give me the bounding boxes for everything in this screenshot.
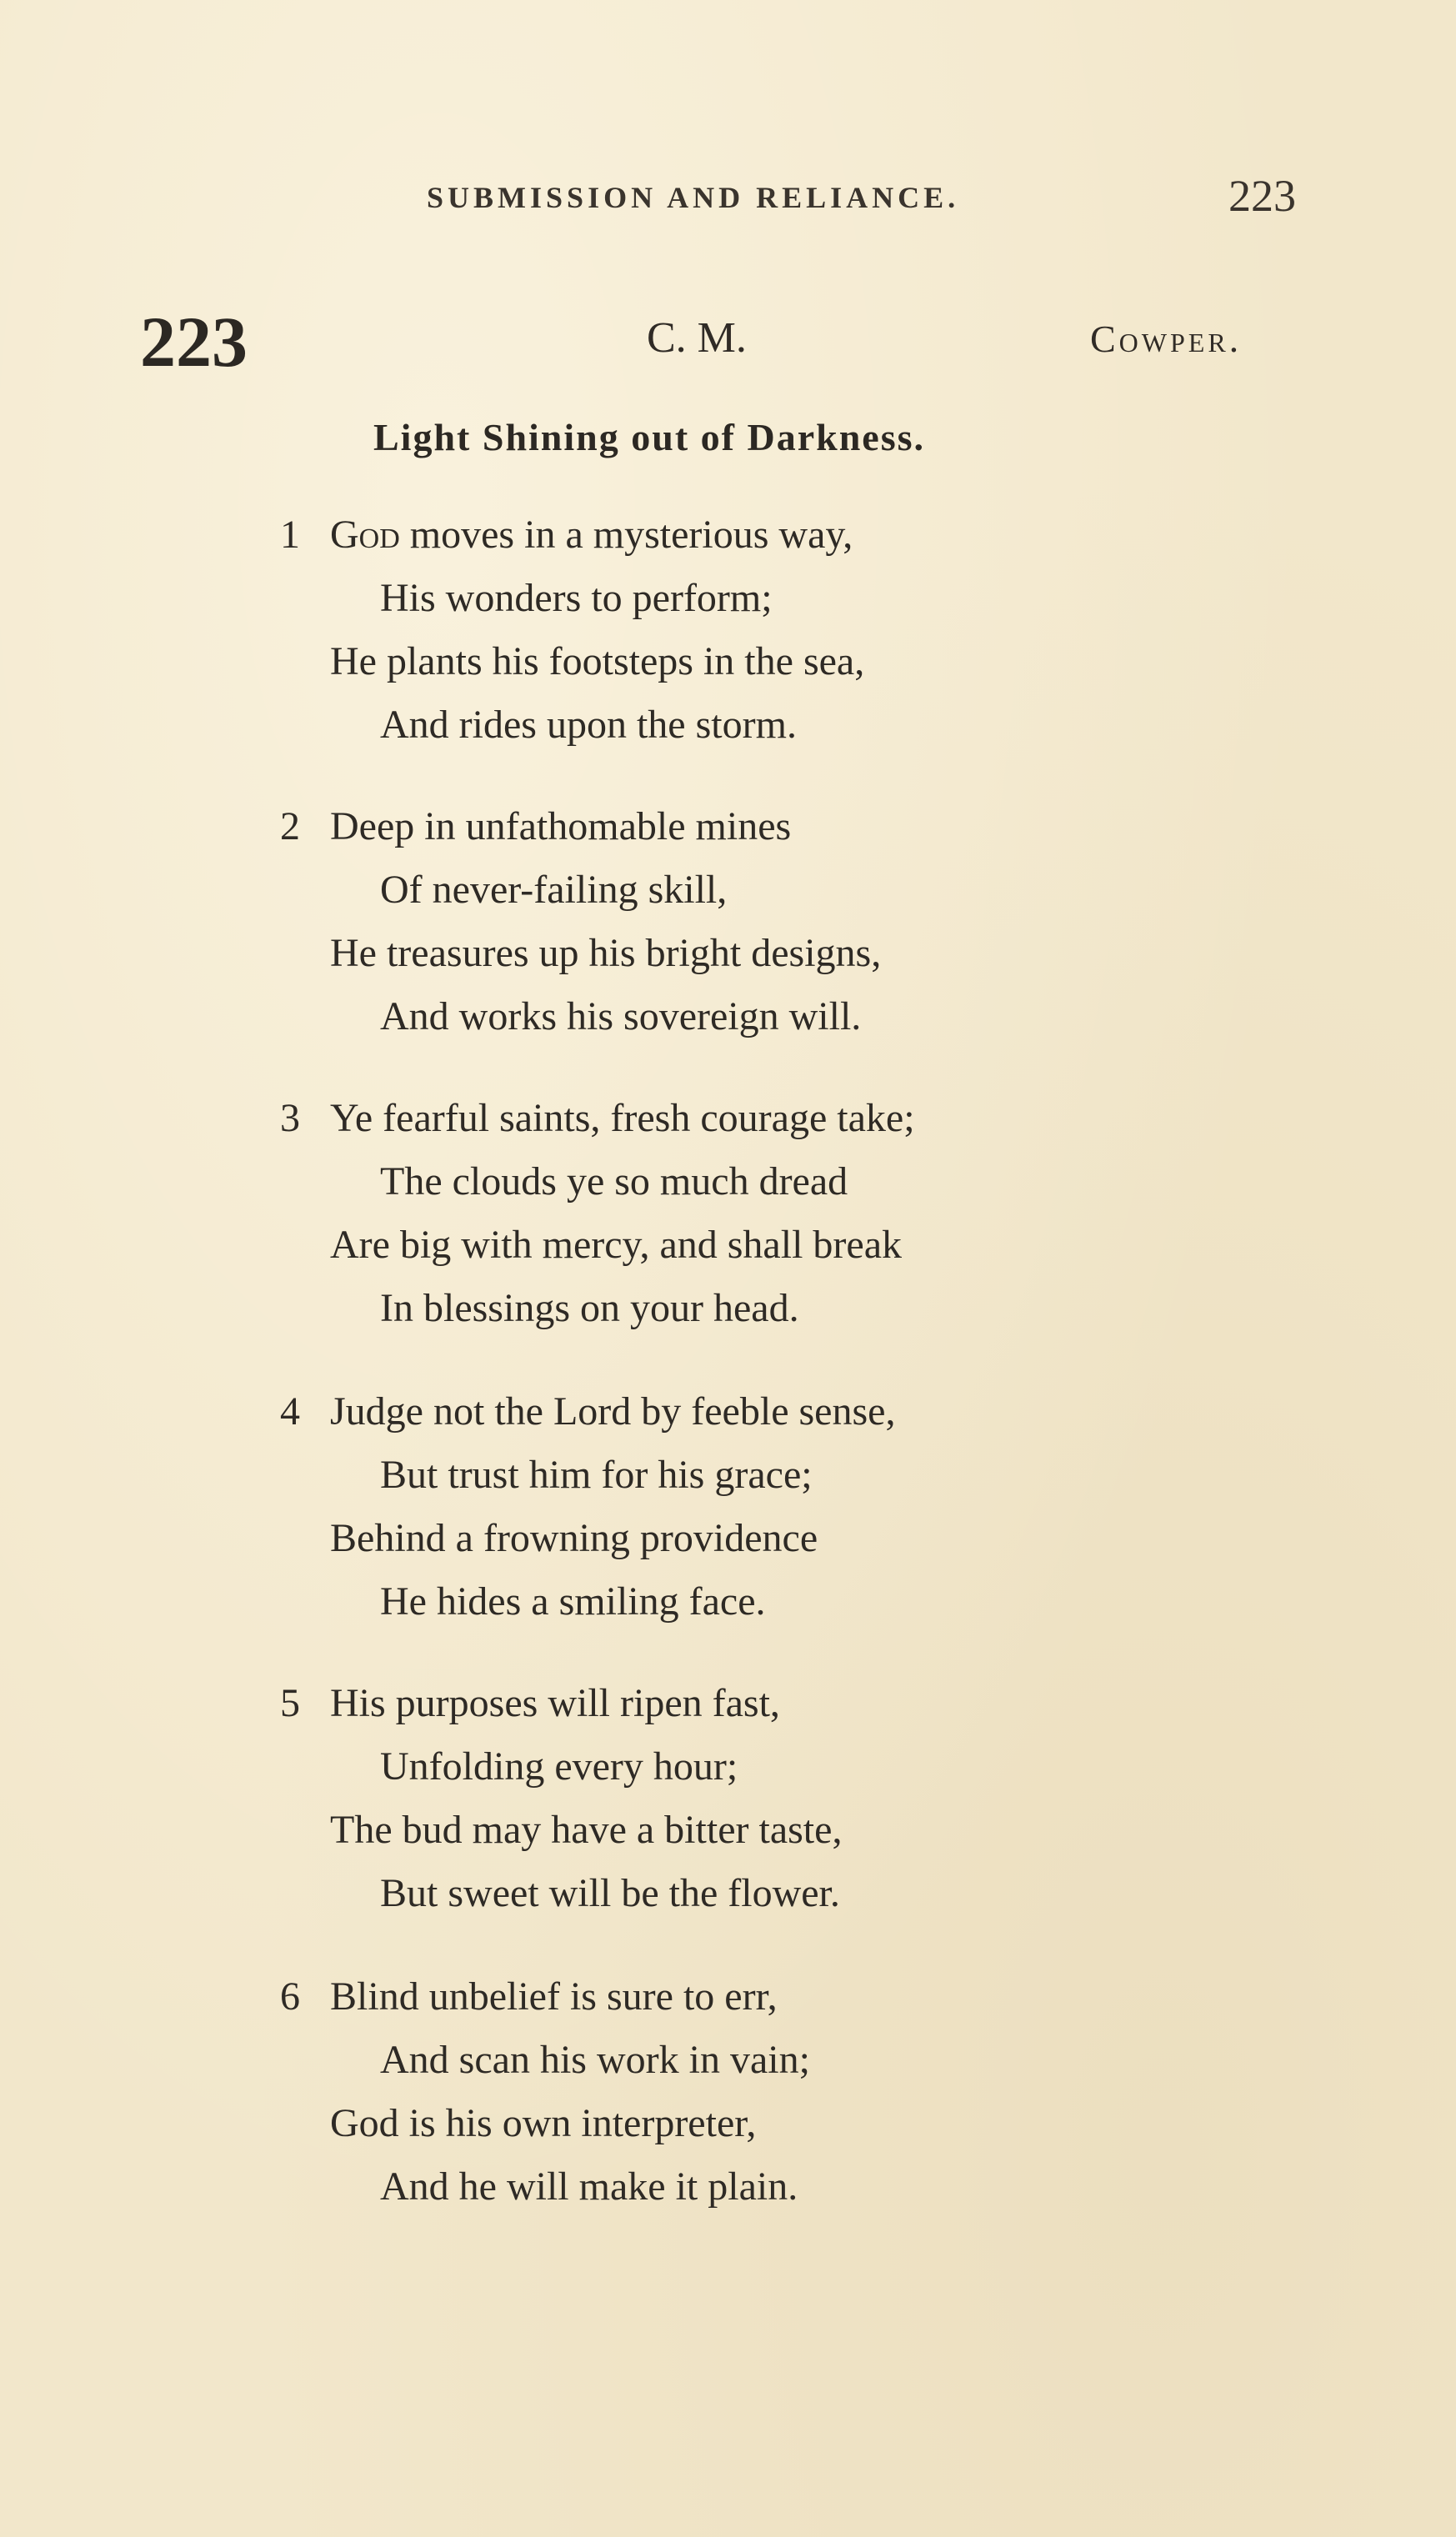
- verse-line-text: Blind unbelief is sure to err,: [330, 1974, 778, 2019]
- verse-4: [280, 1380, 895, 1634]
- verse-number: 6: [280, 1974, 300, 2019]
- verse-number: 3: [280, 1096, 300, 1140]
- verse-line: [280, 1380, 895, 1444]
- verse-line: [280, 1672, 842, 1735]
- verse-line: [280, 503, 864, 567]
- verse-line: And rides upon the storm.: [380, 703, 797, 747]
- verse-line: [280, 795, 881, 858]
- verse-line: God is his own interpreter,: [330, 2101, 757, 2145]
- verse-line-text: moves in a mysterious way,: [399, 513, 853, 557]
- verse-3: [280, 1087, 915, 1340]
- verse-line: [280, 1965, 810, 2029]
- verse-number: 1: [280, 513, 300, 557]
- verse-line: [280, 1087, 915, 1150]
- hymn-meter: C. M.: [647, 314, 747, 362]
- first-word: God: [330, 513, 400, 557]
- verse-line: Of never-failing skill,: [380, 868, 728, 912]
- verse-line-text: His purposes will ripen fast,: [330, 1681, 780, 1725]
- verse-line: But trust him for his grace;: [380, 1453, 813, 1497]
- page-number: 223: [1228, 171, 1296, 221]
- verse-line: And scan his work in vain;: [380, 2038, 810, 2082]
- verse-1: [280, 503, 864, 757]
- running-head-title: SUBMISSION AND RELIANCE.: [427, 181, 960, 214]
- verse-line: He plants his footsteps in the sea,: [330, 639, 865, 683]
- verse-line: And works his sovereign will.: [380, 994, 862, 1038]
- verse-line-text: Judge not the Lord by feeble sense,: [330, 1389, 896, 1434]
- verse-line: In blessings on your head.: [380, 1286, 799, 1330]
- verse-line-text: Ye fearful saints, fresh courage take;: [330, 1096, 915, 1140]
- hymn-number: 223: [140, 302, 248, 382]
- verse-line-text: Deep in unfathomable mines: [330, 804, 792, 848]
- verse-line: Behind a frowning providence: [330, 1516, 818, 1560]
- hymn-title: Light Shining out of Darkness.: [373, 416, 925, 458]
- verse-number: 5: [280, 1681, 300, 1725]
- verse-line: Unfolding every hour;: [380, 1744, 738, 1789]
- verse-line: Are big with mercy, and shall break: [330, 1223, 902, 1267]
- verse-line: The clouds ye so much dread: [380, 1159, 848, 1203]
- verse-number: 4: [280, 1389, 300, 1434]
- verse-line: And he will make it plain.: [380, 2164, 798, 2209]
- verse-6: [280, 1965, 810, 2219]
- verse-line: But sweet will be the flower.: [380, 1871, 840, 1915]
- verse-line: The bud may have a bitter taste,: [330, 1808, 843, 1852]
- verse-line: He treasures up his bright designs,: [330, 931, 882, 975]
- verse-number: 2: [280, 804, 300, 848]
- hymn-author: Cowper.: [1090, 318, 1243, 360]
- verse-line: He hides a smiling face.: [380, 1579, 766, 1624]
- verse-2: [280, 795, 881, 1048]
- verse-line: His wonders to perform;: [380, 576, 773, 620]
- verse-5: [280, 1672, 842, 1925]
